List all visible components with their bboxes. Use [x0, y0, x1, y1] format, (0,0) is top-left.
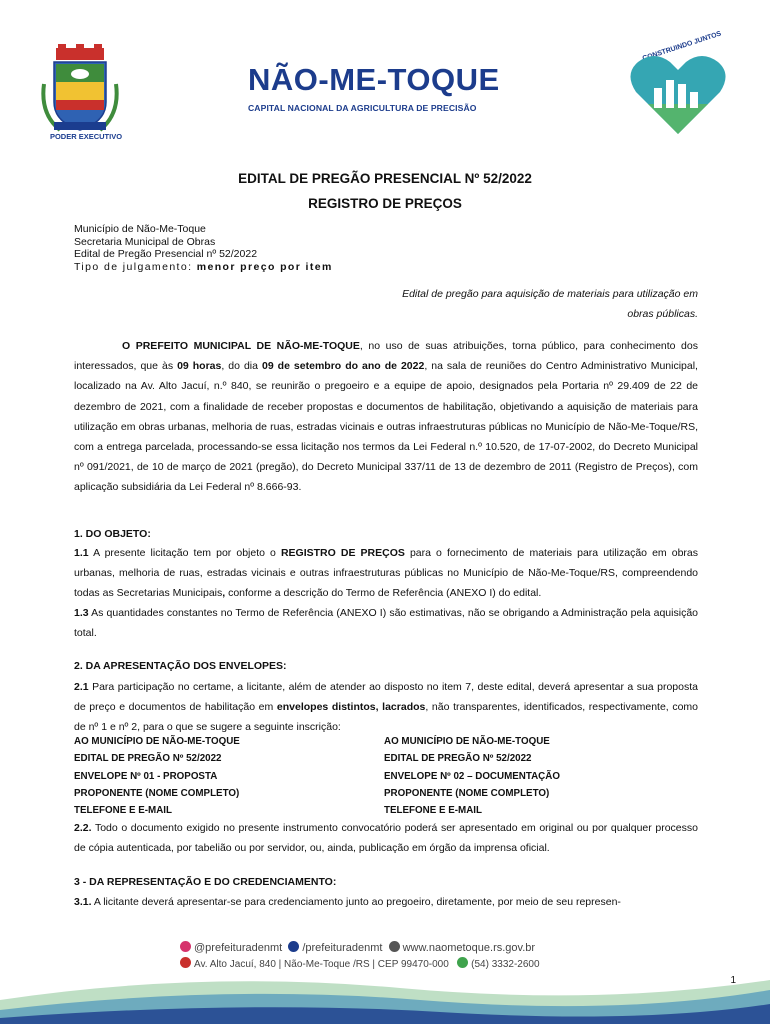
facebook-icon — [288, 941, 299, 952]
footer-facebook[interactable]: /prefeituradenmt — [302, 942, 383, 954]
intro-text: , do dia — [221, 360, 262, 373]
intro-bold: 09 horas — [177, 360, 222, 373]
item-number: 2.1 — [74, 681, 89, 693]
envelope-line: PROPONENTE (NOME COMPLETO) — [74, 787, 240, 799]
item-text: Todo o documento exigido no presente instrumento convocatório poderá ser apresentado em original ou por qualquer processo de cópia autenticada, por tabelião ou por servidor, ou, ainda, publicação em órgão da imprensa oficial. — [74, 822, 698, 855]
envelope-line: PROPONENTE (NOME COMPLETO) — [384, 787, 550, 799]
envelope-line: AO MUNICÍPIO DE NÃO-ME-TOQUE — [74, 736, 240, 747]
document-summary — [360, 284, 698, 324]
footer-contacts — [180, 941, 535, 954]
judgment-value: menor preço por item — [196, 260, 333, 273]
globe-icon — [389, 941, 400, 952]
item-text: conforme a descrição do Termo de Referência (ANEXO I) do edital. — [225, 587, 542, 600]
footer-website[interactable]: www.naometoque.rs.gov.br — [402, 942, 536, 954]
heart-city-logo — [628, 48, 728, 136]
footer-phone: (54) 3332-2600 — [471, 959, 540, 970]
item-bold: , — [222, 587, 226, 600]
section-1-heading: 1. DO OBJETO: — [74, 528, 151, 540]
municipal-crest-logo — [40, 44, 120, 139]
meta-line: Edital de Pregão Presencial nº 52/2022 — [74, 248, 258, 260]
intro-text: , no uso de suas atribuições, torna público, para conhecimento dos interessados, que às — [74, 340, 698, 373]
item-text: , não transparentes, identificados, respectivamente, como de nº 1 e nº 2, para o que se sugere a seguinte inscrição: — [74, 701, 699, 734]
item-number: 1.1 — [74, 547, 89, 559]
envelope-line: EDITAL DE PREGÃO Nº 52/2022 — [74, 753, 222, 765]
item-text: Para participação no certame, a licitante, além de atender ao disposto no item 7, deste edital, deverá apresentar a sua proposta de preço e documentos de habilitação em — [74, 681, 698, 714]
envelope-1-label — [74, 733, 240, 819]
envelope-line: EDITAL DE PREGÃO Nº 52/2022 — [384, 753, 532, 765]
item-number: 1.3 — [74, 607, 89, 619]
section-3-item-3-1 — [74, 892, 698, 912]
intro-bold: O PREFEITO MUNICIPAL DE NÃO-ME-TOQUE — [122, 340, 360, 352]
item-text: para o fornecimento de materiais para utilização em obras urbanas, melhoria de ruas, estradas vicinais e outras infraestruturas públicas no Município de Não-Me-Toque/RS, compreendendo todas as Secretarias Municipais — [74, 547, 698, 600]
document-title: EDITAL DE PREGÃO PRESENCIAL Nº 52/2022 — [238, 171, 532, 186]
envelope-line: TELEFONE E E-MAIL — [74, 805, 172, 817]
section-2-heading: 2. DA APRESENTAÇÃO DOS ENVELOPES: — [74, 660, 287, 672]
item-text: A presente licitação tem por objeto o — [88, 547, 281, 559]
footer-address: Av. Alto Jacuí, 840 | Não-Me-Toque /RS | CEP 99470-000 — [194, 959, 449, 970]
judgment-type — [74, 261, 333, 274]
intro-paragraph — [74, 336, 698, 498]
meta-line: Secretaria Municipal de Obras — [74, 235, 216, 248]
summary-line: obras públicas. — [627, 308, 698, 320]
judgment-label: Tipo de julgamento: — [74, 260, 193, 273]
intro-bold: 09 de setembro do ano de 2022 — [261, 360, 425, 373]
envelope-line: AO MUNICÍPIO DE NÃO-ME-TOQUE — [384, 736, 550, 747]
document-meta — [74, 223, 333, 273]
brand-subtitle: CAPITAL NACIONAL DA AGRICULTURA DE PRECISÃO — [248, 103, 477, 113]
intro-text: , na sala de reuniões do Centro Administrativo Municipal, localizado na Av. Alto Jacuí, n.º 840, se reunirão o pregoeiro e a equipe de apoio, designados pela Portaria nº 29.409 de 22 de dezembro de 2021, com a finalidade de receber propostas e documentos de habilitação, objetivando a aquisição de materiais para utilização em obras urbanas, melhoria de ruas, estradas vicinais e outras infraestruturas públicas no Município de Não-Me-Toque/RS, com a entrega parcelada, processando-se essa licitação nos termos da Lei Federal n.º 10.520, de 17-07-2002, do Decreto Municipal nº 091/2021, de 10 de março de 2021 (pregão), do Decreto Municipal 337/11 de 13 de dezembro de 2011 (Registro de Preços), com aplicação subsidiária da Lei Federal nº 8.666-93. — [74, 360, 698, 494]
summary-line: Edital de pregão para aquisição de materiais para utilização em — [402, 288, 698, 300]
section-3-heading: 3 - DA REPRESENTAÇÃO E DO CREDENCIAMENTO: — [74, 876, 337, 888]
brand-title: NÃO-ME-TOQUE — [248, 62, 500, 97]
footer-wave-decoration — [0, 960, 770, 1024]
item-text: A licitante deverá apresentar-se para credenciamento junto ao pregoeiro, diretamente, por meio de seu represen- — [91, 896, 621, 908]
crest-caption: PODER EXECUTIVO — [49, 132, 123, 141]
section-1-item-1-3 — [74, 603, 698, 643]
section-2-item-2-2 — [74, 818, 698, 858]
envelope-line: TELEFONE E E-MAIL — [384, 805, 482, 817]
page-number: 1 — [730, 975, 736, 986]
slogan-caption: CONSTRUINDO JUNTOS — [641, 30, 723, 63]
envelope-2-label — [384, 733, 560, 819]
meta-line: Município de Não-Me-Toque — [74, 223, 206, 235]
envelope-line: ENVELOPE Nº 01 - PROPOSTA — [74, 770, 218, 782]
footer-instagram[interactable]: @prefeituradenmt — [194, 942, 283, 954]
item-text: As quantidades constantes no Termo de Referência (ANEXO I) são estimativas, não se obrigando a Administração pela aquisição total. — [74, 607, 698, 640]
item-number: 3.1. — [74, 896, 92, 908]
item-bold: envelopes distintos, lacrados — [276, 701, 426, 714]
document-subtitle: REGISTRO DE PREÇOS — [308, 196, 462, 211]
section-2-item-2-1 — [74, 677, 698, 738]
item-bold: REGISTRO DE PREÇOS — [280, 547, 405, 559]
section-1-item-1-1 — [74, 543, 698, 604]
instagram-icon — [180, 941, 191, 952]
envelope-line: ENVELOPE Nº 02 – DOCUMENTAÇÃO — [384, 770, 560, 782]
item-number: 2.2. — [74, 822, 92, 834]
